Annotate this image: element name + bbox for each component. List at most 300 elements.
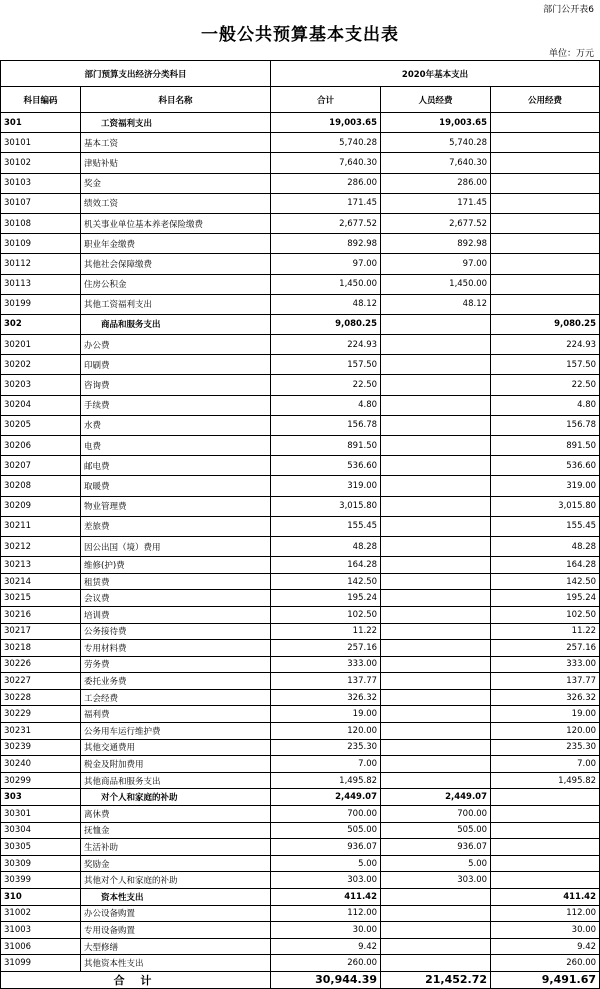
table-row bbox=[1, 723, 600, 740]
cell-personnel bbox=[381, 656, 491, 673]
table-row bbox=[1, 739, 600, 756]
cell-personnel: 19,003.65 bbox=[381, 113, 491, 133]
cell-public bbox=[491, 789, 600, 806]
cell-code: 30203 bbox=[1, 375, 81, 395]
cell-name: 印刷费 bbox=[81, 355, 271, 375]
cell-public: 224.93 bbox=[491, 335, 600, 355]
cell-total: 22.50 bbox=[271, 375, 381, 395]
table-row bbox=[1, 113, 600, 133]
cell-name: 奖金 bbox=[81, 173, 271, 193]
cell-personnel: 97.00 bbox=[381, 254, 491, 274]
cell-name: 咨询费 bbox=[81, 375, 271, 395]
cell-public: 157.50 bbox=[491, 355, 600, 375]
cell-total: 48.28 bbox=[271, 536, 381, 556]
table-row bbox=[1, 822, 600, 839]
cell-code: 30113 bbox=[1, 274, 81, 294]
header-personnel: 人员经费 bbox=[381, 87, 491, 113]
cell-total: 11.22 bbox=[271, 623, 381, 640]
table-row bbox=[1, 938, 600, 955]
cell-personnel: 505.00 bbox=[381, 822, 491, 839]
cell-code: 30107 bbox=[1, 193, 81, 213]
cell-name: 劳务费 bbox=[81, 656, 271, 673]
total-row bbox=[1, 971, 600, 988]
cell-public: 156.78 bbox=[491, 415, 600, 435]
cell-code: 30305 bbox=[1, 839, 81, 856]
cell-public: 19.00 bbox=[491, 706, 600, 723]
budget-table bbox=[0, 60, 600, 989]
table-row bbox=[1, 496, 600, 516]
cell-code: 31002 bbox=[1, 905, 81, 922]
total-label: 合 计 bbox=[1, 971, 271, 988]
cell-code: 30212 bbox=[1, 536, 81, 556]
table-row bbox=[1, 557, 600, 574]
cell-public: 3,015.80 bbox=[491, 496, 600, 516]
table-row bbox=[1, 536, 600, 556]
cell-code: 301 bbox=[1, 113, 81, 133]
cell-public: 11.22 bbox=[491, 623, 600, 640]
table-row bbox=[1, 375, 600, 395]
header-group-row bbox=[1, 61, 600, 87]
cell-code: 30101 bbox=[1, 133, 81, 153]
cell-public: 195.24 bbox=[491, 590, 600, 607]
cell-public bbox=[491, 806, 600, 823]
cell-public: 9,080.25 bbox=[491, 314, 600, 334]
table-row bbox=[1, 516, 600, 536]
cell-name: 会议费 bbox=[81, 590, 271, 607]
table-row bbox=[1, 872, 600, 889]
cell-name: 绩效工资 bbox=[81, 193, 271, 213]
cell-personnel bbox=[381, 772, 491, 789]
table-row bbox=[1, 855, 600, 872]
header-public: 公用经费 bbox=[491, 87, 600, 113]
cell-name: 其他交通费用 bbox=[81, 739, 271, 756]
table-row bbox=[1, 213, 600, 233]
cell-personnel bbox=[381, 723, 491, 740]
header-code: 科目编码 bbox=[1, 87, 81, 113]
cell-code: 30301 bbox=[1, 806, 81, 823]
cell-code: 30102 bbox=[1, 153, 81, 173]
cell-name: 手续费 bbox=[81, 395, 271, 415]
cell-name: 办公设备购置 bbox=[81, 905, 271, 922]
cell-code: 30216 bbox=[1, 606, 81, 623]
cell-total: 892.98 bbox=[271, 234, 381, 254]
cell-name: 水费 bbox=[81, 415, 271, 435]
cell-name: 办公费 bbox=[81, 335, 271, 355]
header-group-right: 2020年基本支出 bbox=[271, 61, 600, 87]
cell-name: 其他资本性支出 bbox=[81, 955, 271, 972]
cell-code: 30309 bbox=[1, 855, 81, 872]
cell-name: 其他工资福利支出 bbox=[81, 294, 271, 314]
cell-name: 维修(护)费 bbox=[81, 557, 271, 574]
cell-personnel: 286.00 bbox=[381, 173, 491, 193]
cell-public: 319.00 bbox=[491, 476, 600, 496]
cell-total: 195.24 bbox=[271, 590, 381, 607]
cell-code: 30201 bbox=[1, 335, 81, 355]
table-row bbox=[1, 623, 600, 640]
table-row bbox=[1, 153, 600, 173]
cell-code: 30199 bbox=[1, 294, 81, 314]
cell-public: 142.50 bbox=[491, 573, 600, 590]
cell-total: 936.07 bbox=[271, 839, 381, 856]
header-name: 科目名称 bbox=[81, 87, 271, 113]
cell-name: 专用设备购置 bbox=[81, 922, 271, 939]
cell-code: 30304 bbox=[1, 822, 81, 839]
cell-total: 2,677.52 bbox=[271, 213, 381, 233]
cell-public bbox=[491, 193, 600, 213]
table-row bbox=[1, 955, 600, 972]
cell-public bbox=[491, 294, 600, 314]
cell-total: 120.00 bbox=[271, 723, 381, 740]
cell-public bbox=[491, 173, 600, 193]
cell-code: 30213 bbox=[1, 557, 81, 574]
table-row bbox=[1, 889, 600, 906]
table-row bbox=[1, 234, 600, 254]
cell-name: 公务接待费 bbox=[81, 623, 271, 640]
cell-code: 30231 bbox=[1, 723, 81, 740]
cell-name: 住房公积金 bbox=[81, 274, 271, 294]
table-row bbox=[1, 573, 600, 590]
cell-public bbox=[491, 113, 600, 133]
cell-personnel bbox=[381, 756, 491, 773]
cell-public: 22.50 bbox=[491, 375, 600, 395]
cell-total: 137.77 bbox=[271, 673, 381, 690]
cell-public: 326.32 bbox=[491, 689, 600, 706]
cell-personnel bbox=[381, 938, 491, 955]
cell-name: 委托业务费 bbox=[81, 673, 271, 690]
cell-personnel: 700.00 bbox=[381, 806, 491, 823]
cell-public bbox=[491, 274, 600, 294]
table-row bbox=[1, 355, 600, 375]
cell-code: 30239 bbox=[1, 739, 81, 756]
table-row bbox=[1, 905, 600, 922]
cell-name: 资本性支出 bbox=[81, 889, 271, 906]
cell-public bbox=[491, 153, 600, 173]
cell-public: 536.60 bbox=[491, 456, 600, 476]
cell-public bbox=[491, 213, 600, 233]
table-row bbox=[1, 590, 600, 607]
cell-total: 9.42 bbox=[271, 938, 381, 955]
cell-name: 抚恤金 bbox=[81, 822, 271, 839]
cell-code: 30209 bbox=[1, 496, 81, 516]
cell-personnel bbox=[381, 922, 491, 939]
cell-code: 31006 bbox=[1, 938, 81, 955]
cell-personnel bbox=[381, 335, 491, 355]
cell-public bbox=[491, 855, 600, 872]
cell-personnel bbox=[381, 516, 491, 536]
cell-public bbox=[491, 133, 600, 153]
cell-public: 102.50 bbox=[491, 606, 600, 623]
cell-personnel bbox=[381, 606, 491, 623]
cell-personnel bbox=[381, 536, 491, 556]
table-row bbox=[1, 656, 600, 673]
cell-personnel bbox=[381, 375, 491, 395]
cell-personnel: 5.00 bbox=[381, 855, 491, 872]
cell-personnel bbox=[381, 355, 491, 375]
cell-code: 303 bbox=[1, 789, 81, 806]
cell-code: 31003 bbox=[1, 922, 81, 939]
cell-public: 411.42 bbox=[491, 889, 600, 906]
cell-name: 工资福利支出 bbox=[81, 113, 271, 133]
cell-public: 235.30 bbox=[491, 739, 600, 756]
table-row bbox=[1, 395, 600, 415]
cell-personnel bbox=[381, 415, 491, 435]
cell-name: 大型修缮 bbox=[81, 938, 271, 955]
cell-personnel bbox=[381, 689, 491, 706]
cell-name: 因公出国（境）费用 bbox=[81, 536, 271, 556]
cell-name: 电费 bbox=[81, 436, 271, 456]
cell-name: 培训费 bbox=[81, 606, 271, 623]
cell-personnel bbox=[381, 557, 491, 574]
cell-code: 30211 bbox=[1, 516, 81, 536]
cell-name: 职业年金缴费 bbox=[81, 234, 271, 254]
table-row bbox=[1, 274, 600, 294]
cell-personnel: 48.12 bbox=[381, 294, 491, 314]
cell-total: 19,003.65 bbox=[271, 113, 381, 133]
cell-total: 286.00 bbox=[271, 173, 381, 193]
cell-public: 120.00 bbox=[491, 723, 600, 740]
cell-total: 30.00 bbox=[271, 922, 381, 939]
cell-total: 536.60 bbox=[271, 456, 381, 476]
cell-total: 257.16 bbox=[271, 640, 381, 657]
table-row bbox=[1, 314, 600, 334]
cell-personnel bbox=[381, 889, 491, 906]
cell-public bbox=[491, 839, 600, 856]
cell-total: 171.45 bbox=[271, 193, 381, 213]
header-total: 合计 bbox=[271, 87, 381, 113]
cell-total: 411.42 bbox=[271, 889, 381, 906]
cell-total: 157.50 bbox=[271, 355, 381, 375]
cell-code: 30215 bbox=[1, 590, 81, 607]
cell-personnel bbox=[381, 496, 491, 516]
cell-public bbox=[491, 822, 600, 839]
cell-total: 319.00 bbox=[271, 476, 381, 496]
cell-personnel bbox=[381, 706, 491, 723]
cell-total: 155.45 bbox=[271, 516, 381, 536]
table-row bbox=[1, 335, 600, 355]
cell-personnel: 936.07 bbox=[381, 839, 491, 856]
cell-personnel bbox=[381, 476, 491, 496]
cell-total: 303.00 bbox=[271, 872, 381, 889]
cell-total: 2,449.07 bbox=[271, 789, 381, 806]
cell-total: 326.32 bbox=[271, 689, 381, 706]
total-personnel: 21,452.72 bbox=[381, 971, 491, 988]
cell-code: 30227 bbox=[1, 673, 81, 690]
table-row bbox=[1, 415, 600, 435]
cell-name: 物业管理费 bbox=[81, 496, 271, 516]
cell-code: 302 bbox=[1, 314, 81, 334]
cell-total: 224.93 bbox=[271, 335, 381, 355]
total-sum: 30,944.39 bbox=[271, 971, 381, 988]
cell-code: 30208 bbox=[1, 476, 81, 496]
cell-total: 102.50 bbox=[271, 606, 381, 623]
cell-public: 155.45 bbox=[491, 516, 600, 536]
table-row bbox=[1, 173, 600, 193]
cell-code: 310 bbox=[1, 889, 81, 906]
cell-code: 30240 bbox=[1, 756, 81, 773]
table-row bbox=[1, 294, 600, 314]
cell-personnel bbox=[381, 905, 491, 922]
cell-name: 工会经费 bbox=[81, 689, 271, 706]
cell-total: 891.50 bbox=[271, 436, 381, 456]
cell-code: 30228 bbox=[1, 689, 81, 706]
cell-total: 260.00 bbox=[271, 955, 381, 972]
cell-total: 700.00 bbox=[271, 806, 381, 823]
cell-code: 30207 bbox=[1, 456, 81, 476]
cell-public: 7.00 bbox=[491, 756, 600, 773]
table-row bbox=[1, 839, 600, 856]
cell-name: 生活补助 bbox=[81, 839, 271, 856]
table-row bbox=[1, 772, 600, 789]
cell-total: 7.00 bbox=[271, 756, 381, 773]
table-row bbox=[1, 254, 600, 274]
cell-code: 30214 bbox=[1, 573, 81, 590]
table-row bbox=[1, 133, 600, 153]
cell-total: 5.00 bbox=[271, 855, 381, 872]
header-column-row bbox=[1, 87, 600, 113]
cell-total: 333.00 bbox=[271, 656, 381, 673]
table-row bbox=[1, 706, 600, 723]
cell-public: 891.50 bbox=[491, 436, 600, 456]
table-row bbox=[1, 806, 600, 823]
cell-total: 505.00 bbox=[271, 822, 381, 839]
cell-total: 97.00 bbox=[271, 254, 381, 274]
cell-public: 9.42 bbox=[491, 938, 600, 955]
cell-total: 7,640.30 bbox=[271, 153, 381, 173]
cell-personnel: 2,677.52 bbox=[381, 213, 491, 233]
cell-public: 333.00 bbox=[491, 656, 600, 673]
cell-public: 30.00 bbox=[491, 922, 600, 939]
cell-name: 商品和服务支出 bbox=[81, 314, 271, 334]
cell-total: 5,740.28 bbox=[271, 133, 381, 153]
cell-total: 164.28 bbox=[271, 557, 381, 574]
cell-total: 19.00 bbox=[271, 706, 381, 723]
cell-personnel bbox=[381, 955, 491, 972]
cell-personnel bbox=[381, 395, 491, 415]
cell-total: 1,495.82 bbox=[271, 772, 381, 789]
table-row bbox=[1, 456, 600, 476]
cell-total: 142.50 bbox=[271, 573, 381, 590]
cell-personnel bbox=[381, 739, 491, 756]
table-row bbox=[1, 436, 600, 456]
cell-public: 48.28 bbox=[491, 536, 600, 556]
cell-name: 福利费 bbox=[81, 706, 271, 723]
cell-public: 137.77 bbox=[491, 673, 600, 690]
cell-name: 税金及附加费用 bbox=[81, 756, 271, 773]
cell-personnel bbox=[381, 590, 491, 607]
cell-public bbox=[491, 872, 600, 889]
table-row bbox=[1, 673, 600, 690]
table-row bbox=[1, 689, 600, 706]
table-row bbox=[1, 606, 600, 623]
cell-code: 30399 bbox=[1, 872, 81, 889]
cell-code: 30205 bbox=[1, 415, 81, 435]
cell-personnel: 303.00 bbox=[381, 872, 491, 889]
cell-public bbox=[491, 254, 600, 274]
cell-total: 4.80 bbox=[271, 395, 381, 415]
cell-personnel: 5,740.28 bbox=[381, 133, 491, 153]
cell-name: 其他商品和服务支出 bbox=[81, 772, 271, 789]
cell-name: 差旅费 bbox=[81, 516, 271, 536]
cell-total: 112.00 bbox=[271, 905, 381, 922]
cell-code: 30108 bbox=[1, 213, 81, 233]
cell-name: 机关事业单位基本养老保险缴费 bbox=[81, 213, 271, 233]
cell-public: 4.80 bbox=[491, 395, 600, 415]
cell-total: 1,450.00 bbox=[271, 274, 381, 294]
cell-code: 30109 bbox=[1, 234, 81, 254]
cell-name: 其他社会保障缴费 bbox=[81, 254, 271, 274]
header-group-left: 部门预算支出经济分类科目 bbox=[1, 61, 271, 87]
cell-total: 156.78 bbox=[271, 415, 381, 435]
table-row bbox=[1, 922, 600, 939]
cell-public bbox=[491, 234, 600, 254]
cell-name: 基本工资 bbox=[81, 133, 271, 153]
cell-personnel bbox=[381, 436, 491, 456]
cell-personnel bbox=[381, 623, 491, 640]
cell-personnel: 1,450.00 bbox=[381, 274, 491, 294]
table-row bbox=[1, 789, 600, 806]
cell-name: 公务用车运行维护费 bbox=[81, 723, 271, 740]
cell-code: 30217 bbox=[1, 623, 81, 640]
cell-name: 其他对个人和家庭的补助 bbox=[81, 872, 271, 889]
cell-public: 257.16 bbox=[491, 640, 600, 657]
cell-total: 48.12 bbox=[271, 294, 381, 314]
cell-public: 260.00 bbox=[491, 955, 600, 972]
cell-personnel bbox=[381, 456, 491, 476]
cell-name: 邮电费 bbox=[81, 456, 271, 476]
cell-code: 30206 bbox=[1, 436, 81, 456]
cell-name: 离休费 bbox=[81, 806, 271, 823]
cell-public: 1,495.82 bbox=[491, 772, 600, 789]
cell-name: 取暖费 bbox=[81, 476, 271, 496]
cell-public: 112.00 bbox=[491, 905, 600, 922]
cell-code: 30299 bbox=[1, 772, 81, 789]
cell-name: 奖励金 bbox=[81, 855, 271, 872]
table-row bbox=[1, 193, 600, 213]
table-row bbox=[1, 640, 600, 657]
cell-personnel: 892.98 bbox=[381, 234, 491, 254]
cell-public: 164.28 bbox=[491, 557, 600, 574]
cell-total: 9,080.25 bbox=[271, 314, 381, 334]
table-row bbox=[1, 756, 600, 773]
cell-code: 30226 bbox=[1, 656, 81, 673]
cell-personnel: 2,449.07 bbox=[381, 789, 491, 806]
cell-name: 专用材料费 bbox=[81, 640, 271, 657]
cell-total: 235.30 bbox=[271, 739, 381, 756]
cell-code: 30103 bbox=[1, 173, 81, 193]
cell-code: 31099 bbox=[1, 955, 81, 972]
cell-personnel bbox=[381, 314, 491, 334]
cell-code: 30204 bbox=[1, 395, 81, 415]
cell-name: 对个人和家庭的补助 bbox=[81, 789, 271, 806]
page-code: 部门公开表6 bbox=[543, 5, 594, 15]
table-body bbox=[1, 113, 600, 989]
cell-total: 3,015.80 bbox=[271, 496, 381, 516]
cell-code: 30218 bbox=[1, 640, 81, 657]
total-public: 9,491.67 bbox=[491, 971, 600, 988]
cell-code: 30229 bbox=[1, 706, 81, 723]
cell-code: 30202 bbox=[1, 355, 81, 375]
table-row bbox=[1, 476, 600, 496]
page-title: 一般公共预算基本支出表 bbox=[201, 25, 399, 45]
unit-label: 单位：万元 bbox=[548, 49, 594, 59]
cell-personnel bbox=[381, 640, 491, 657]
cell-code: 30112 bbox=[1, 254, 81, 274]
cell-personnel: 7,640.30 bbox=[381, 153, 491, 173]
cell-name: 租赁费 bbox=[81, 573, 271, 590]
cell-name: 津贴补贴 bbox=[81, 153, 271, 173]
cell-personnel: 171.45 bbox=[381, 193, 491, 213]
cell-personnel bbox=[381, 573, 491, 590]
